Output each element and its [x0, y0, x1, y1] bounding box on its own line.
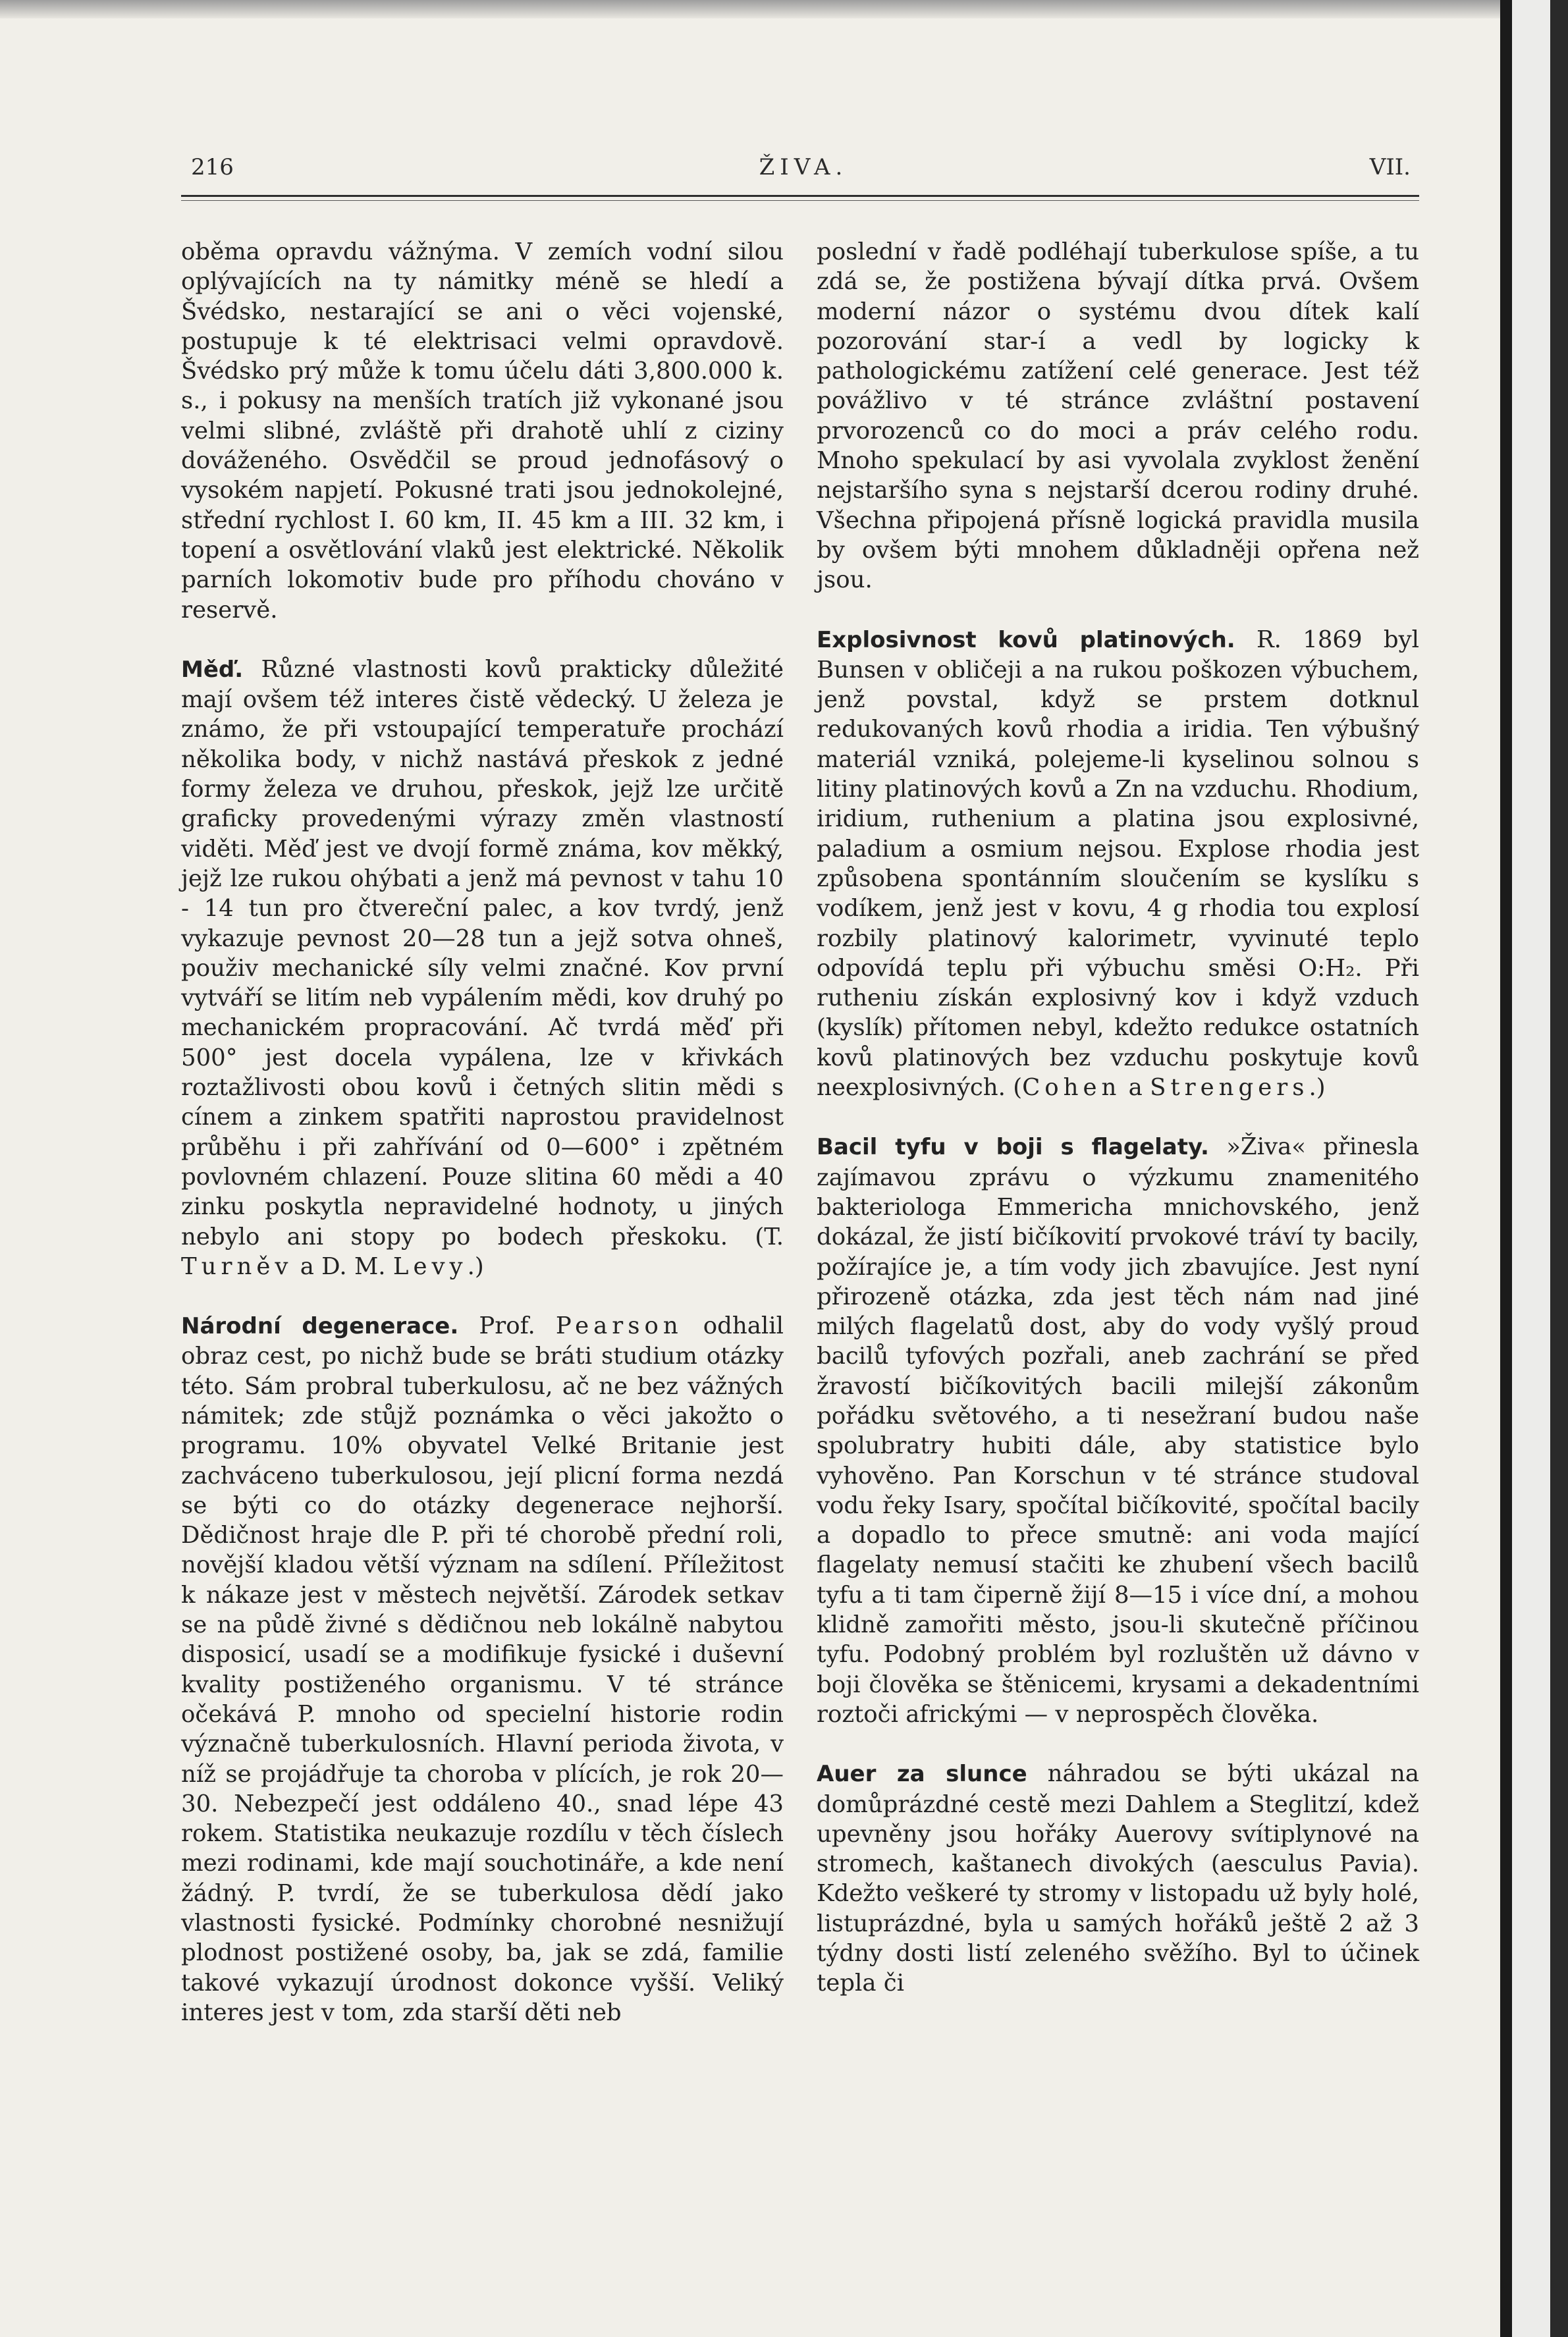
author-name: Cohen [1022, 1074, 1122, 1102]
author-name: Levy [392, 1252, 468, 1280]
journal-title: ŽIVA. [759, 154, 848, 180]
author-name: Strengers [1150, 1074, 1309, 1102]
volume-number: VII. [1369, 154, 1411, 180]
paragraph-platinum-metals: Explosivnost kovů platinových. R. 1869 byl Bunsen v obličeji a na rukou poškozen výbuchem, jenž povstal, když se prstem dotknul redukovaných kovů rhodia a iridia. Ten výbušný materiál vzniká, polejeme-li kyselinou solnou s litiny platinových kovů a Zn na vzduchu. Rhodium, iridium, ruthenium a platina jsou explosivné, paladium a osmium nejsou. Explose rhodia jest způsobena spontánním sloučením se kyslíku s vodíkem, jenž jest v kovu, 4 g rhodia tou explosí rozbily platinový kalorimetr, vyvinuté teplo odpovídá teplu při výbuchu směsi O:H₂. Při rutheniu získán explosivný kov i když vzduch (kyslík) přítomen nebyl, kdežto redukce ostatních kovů platinových bez vzduchu poskytuje kovů neexplosivných. (Cohen a Strengers.) [817, 626, 1419, 1102]
author-name: Pearson [555, 1312, 683, 1340]
page-number: 216 [191, 154, 234, 180]
header-rule [181, 195, 1419, 197]
paragraph-tuberculosis-cont: poslední v řadě podléhají tuberkulose spíše, a tu zdá se, že postižena bývají dítka prvá. Ovšem moderní názor o systému dvou dítek kalí pozorování star-í a vedl by logicky k pathologickému zatížení celé generace. Jest též povážlivo v té stránce zvláštní postavení prvorozenců co do moci a práv celého rodu. Mnoho spekulací by asi vyvolala zvyklost ženění nejstaršího syna s nejstarší dcerou rodiny druhé. Všechna připojená přísně logická pravidla musila by ovšem býti mnohem důkladněji opřena než jsou. [817, 238, 1419, 594]
left-column [181, 237, 784, 2028]
right-column [817, 237, 1419, 1999]
paragraph-electrification: oběma opravdu vážnýma. V zemích vodní silou oplývajících na ty námitky méně se hledí a Švédsko, nestarající se ani o věci vojenské, postupuje k té elektrisaci velmi opravdově. Švédsko prý může k tomu účelu dáti 3,800.000 k. s., i pokusy na menších tratích již vykonané jsou velmi slibné, zvláště při drahotě uhlí z ciziny dováženého. Osvědčil se proud jednofásový o vysokém napjetí. Pokusné trati jsou jednokolejné, střední rychlost I. 60 km, II. 45 km a III. 32 km, i topení a osvětlování vlaků jest elektrické. Několik parních lokomotiv bude pro příhodu chováno v reservě. [181, 238, 784, 624]
author-name: Turněv [181, 1252, 293, 1280]
page-header [191, 154, 1416, 194]
heading-copper: Měď. [181, 656, 244, 683]
paragraph-copper: Měď. Různé vlastnosti kovů prakticky důležité mají ovšem též interes čistě vědecký. U železa je známo, že při vstoupající temperatuře prochází několika body, v nichž nastává přeskok z jedné formy železa ve druhou, přeskok, jejž lze určitě graficky provedenými výrazy změn vlastností viděti. Měď jest ve dvojí formě známa, kov měkký, jejž lze rukou ohýbati a jenž má pevnost v tahu 10 - 14 tun pro čtvereční palec, a kov tvrdý, jenž vykazuje pevnost 20—28 tun a jejž sotva ohneš, použiv mechanické síly velmi značné. Kov první vytváří se litím neb vypálením mědi, kov druhý po mechanickém propracování. Ač tvrdá měď při 500° jest docela vypálena, lze v křivkách roztažlivosti obou kovů i četných slitin mědi s cínem a zinkem spatřiti naprostou pravidelnost průběhu i při zahřívání od 0—600° i zpětném povlovném chlazení. Pouze slitina 60 mědi a 40 zinku poskytla nepravidelné hodnoty, u jiných nebylo ani stopy po bodech přeskoku. (T. Turněv a D. M. Levy.) [181, 655, 784, 1280]
top-scan-edge [0, 0, 1500, 18]
header-rule-thin [181, 200, 1419, 201]
heading-degeneration: Národní degenerace. [181, 1313, 459, 1340]
heading-typhus-bacillus: Bacil tyfu v boji s flagelaty. [817, 1134, 1209, 1161]
paragraph-typhus-bacillus: Bacil tyfu v boji s flagelaty. »Živa« přinesla zajímavou zprávu o výzkumu znamenitého bakteriologa Emmericha mnichovského, jenž dokázal, že jistí bičíkovití prvokové tráví ty bacily, požírajíce je, a tím vody jich zbavujíce. Jest nyní přirozeně otázka, zda jest těch nám nad jiné milých flagelatů dost, aby do vody vyšlý proud bacilů tyfových pozřali, aneb zachrání se před žravostí bičíkovitých bacili milejší zákonům pořádku světového, a ti nesežraní budou naše spolubratry hubiti dále, aby statistice bylo vyhověno. Pan Korschun v té stránce studoval vodu řeky Isary, spočítal bičíkovité, spočítal bacily a dopadlo to přece smutně: ani voda mající flagelaty nemusí stačiti ke zhubení všech bacilů tyfu a ti tam čiperně žijí 8—15 i více dní, a mohou klidně zamořiti město, jsou-li skutečně příčinou tyfu. Podobný problém byl rozluštěn už dávno v boji člověka se štěnicemi, krysami a dekadentními roztoči africkými — v neprospěch člověka. [817, 1133, 1419, 1728]
heading-platinum-metals: Explosivnost kovů platinových. [817, 626, 1235, 653]
paragraph-auer: Auer za slunce náhradou se býti ukázal na domůprázdné cestě mezi Dahlem a Steglitzí, kdež upevněny jsou hořáky Auerovy svítiplynové na stromech, kaštanech divokých (aesculus Pavia). Kdežto veškeré ty stromy v listopadu už byly holé, listuprázdné, byla u samých hořáků ještě 2 až 3 týdny dosti listí zeleného svěžího. Byl to účinek tepla či [817, 1760, 1419, 1997]
scan-right-border [1500, 0, 1568, 2337]
paragraph-degeneration: Národní degenerace. Prof. Pearson odhalil obraz cest, po nichž bude se bráti studium otázky této. Sám probral tuberkulosu, ač ne bez vážných námitek; zde stůjž poznámka o věci jakožto o programu. 10% obyvatel Velké Britanie jest zachváceno tuberkulosou, její plicní forma nezdá se býti co do otázky degenerace nejhorší. Dědičnost hraje dle P. při té chorobě přední roli, novější kladou větší význam na sdílení. Příležitost k nákaze jest v městech největší. Zárodek setkav se na půdě živné s dědičnou neb lokálně nabytou disposicí, usadí se a modifikuje fysické i duševní kvality postiženého organismu. V té stránce očekává P. mnoho od specielní historie rodin význačně tuberkulosních. Hlavní perioda života, v níž se projádřuje ta choroba v plících, je rok 20—30. Nebezpečí jest oddáleno 40., snad lépe 43 rokem. Statistika neukazuje rozdílu v těch číslech mezi rodinami, kde mají souchotináře, a kde není žádný. P. tvrdí, že se tuberkulosa dědí jako vlastnosti fysické. Podmínky chorobné nesnižují plodnost postižené osoby, ba, jak se zdá, familie takové vykazují úrodnost dokonce vyšší. Veliký interes jest v tom, zda starší děti neb [181, 1312, 784, 2026]
heading-auer: Auer za slunce [817, 1761, 1027, 1788]
